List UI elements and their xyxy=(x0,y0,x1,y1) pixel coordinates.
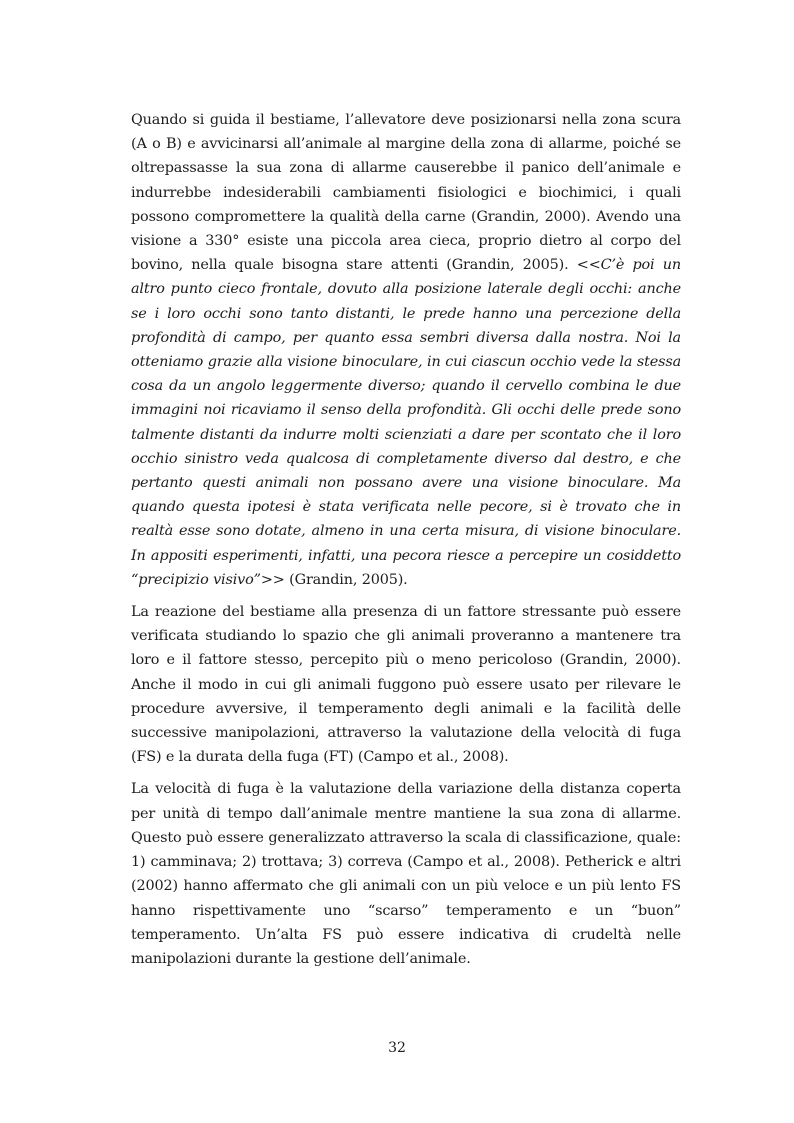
paragraph-3: La velocità di fuga è la valutazione della variazione della distanza coperta per unità di tempo dall’animale mentre mantiene la sua zona di allarme. Questo può essere generalizzato attraverso la scala di classificazione, quale: 1) camminava; 2) trottava; 3) correva (Campo et al., 2008). Petherick e altri (2002) hanno affermato che gli animali con un più veloce e un più lento FS hanno rispettivamente uno “scarso” temperamento e un “buon” temperamento. Un’alta FS può essere indicativa di crudeltà nelle manipolazioni durante la gestione dell’animale. xyxy=(131,781,681,967)
quote-citation: >> (Grandin, 2005). xyxy=(260,571,408,588)
paragraph-2: La reazione del bestiame alla presenza di un fattore stressante può essere verificata studiando lo spazio che gli animali proveranno a mantenere tra loro e il fattore stesso, percepito più o meno pericoloso (Grandin, 2000). Anche il modo in cui gli animali fuggono può essere usato per rilevare le procedure avversive, il temperamento degli animali e la facilità delle successive manipolazioni, attraverso la valutazione della velocità di fuga (FS) e la durata della fuga (FT) (Campo et al., 2008). xyxy=(131,604,681,766)
grandin-quote: <<C’è poi un altro punto cieco frontale, dovuto alla posizione laterale degli occhi: anche se i loro occhi sono tanto distanti, le prede hanno una percezione della profondità di campo, per quanto essa sembri diversa dalla nostra. Noi la otteniamo grazie alla visione binoculare, in cui ciascun occhio vede la stessa cosa da un angolo leggermente diverso; quando il cervello combina le due immagini noi ricaviamo il senso della profondità. Gli occhi delle prede sono talmente distanti da indurre molti scienziati a dare per scontato che il loro occhio sinistro veda qualcosa di completamente diverso dal destro, e che pertanto questi animali non possano avere una visione binoculare. Ma quando questa ipotesi è stata verificata nelle pecore, si è trovato che in realtà esse sono dotate, almeno in una certa misura, di visione binoculare. In appositi esperimenti, infatti, una pecora riesce a percepire un cosiddetto “precipizio visivo” xyxy=(131,257,681,588)
paragraph-1-intro: Quando si guida il bestiame, l’allevatore deve posizionarsi nella zona scura (A o B) e avvicinarsi all’animale al margine della zona di allarme, poiché se oltrepassasse la sua zona di allarme causerebbe il panico dell’animale e indurrebbe indesiderabili cambiamenti fisiologici e biochimici, i quali possono compromettere la qualità della carne (Grandin, 2000). Avendo una visione a 330° esiste una piccola area cieca, proprio dietro al corpo del bovino, nella quale bisogna stare attenti (Grandin, 2005). xyxy=(131,112,681,274)
page-number: 32 xyxy=(388,1040,406,1056)
paragraph-1 xyxy=(131,108,681,592)
document-body xyxy=(131,108,681,971)
